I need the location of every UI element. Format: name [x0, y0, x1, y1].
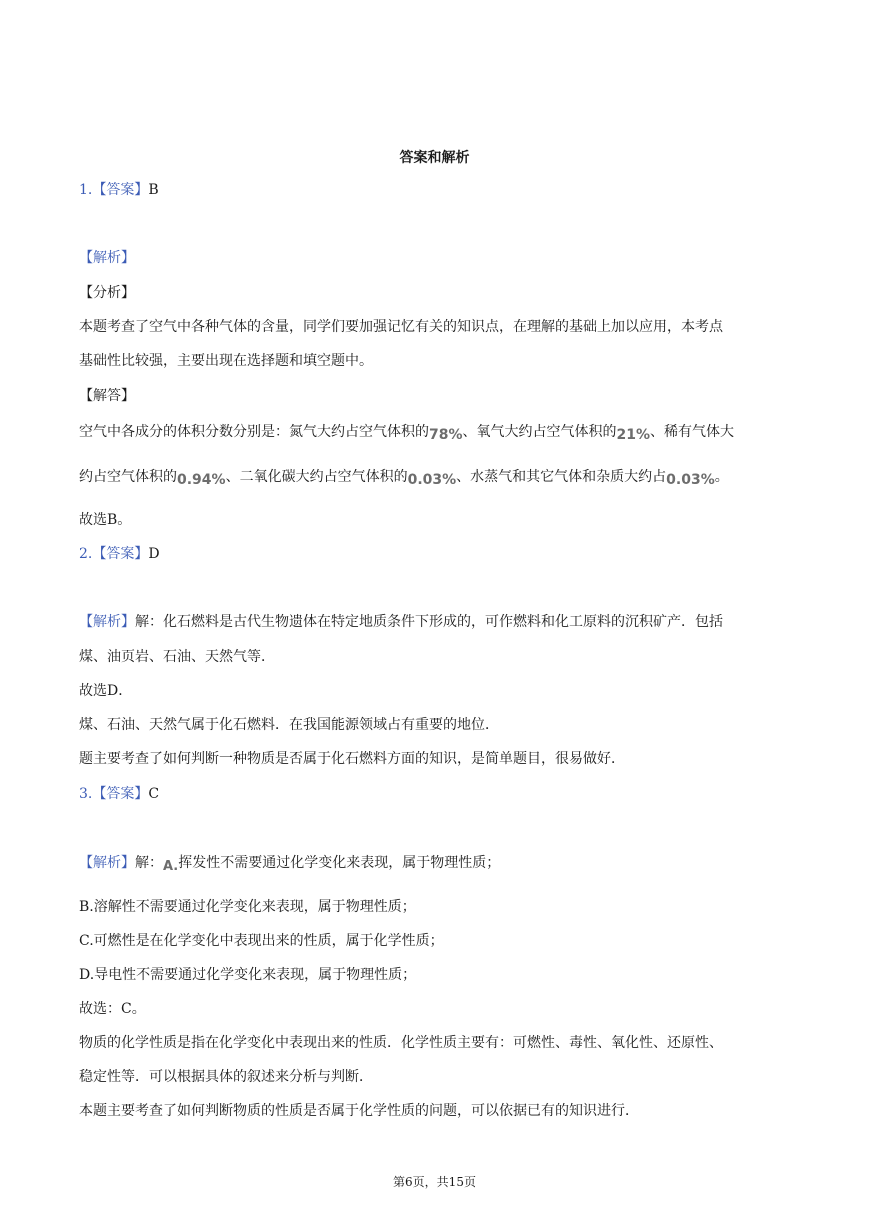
q2-text-5: 题主要考查了如何判断一种物质是否属于化石燃料方面的知识，是简单题目，很易做好． [79, 751, 625, 767]
q3-text-3: C.可燃性是在化学变化中表现出来的性质，属于化学性质； [79, 933, 444, 949]
page-number-footer: 第6页，共15页 [393, 1175, 476, 1189]
q2-analysis-label: 【解析】 [79, 614, 135, 630]
q3-analysis-label: 【解析】 [79, 855, 135, 871]
q1-fenxi-line2: 基础性比较强，主要出现在选择题和填空题中。 [79, 353, 373, 369]
q1-jieda-label: 【解答】 [79, 388, 135, 404]
q1-text-2c: 、水蒸气和其它气体和杂质大约占 [456, 469, 667, 485]
q3-text-8: 本题主要考查了如何判断物质的性质是否属于化学性质的问题，可以依据已有的知识进行． [79, 1103, 639, 1119]
q1-fenxi-label: 【分析】 [79, 285, 135, 301]
q1-jieda-line1 [79, 422, 734, 442]
q1-pct-water: 0.03% [666, 472, 715, 488]
q3-text-4: D.导电性不需要通过化学变化来表现，属于物理性质； [79, 967, 417, 983]
q3-text-6: 物质的化学性质是指在化学变化中表现出来的性质．化学性质主要有：可燃性、毒性、氧化性、还原性、 [79, 1035, 723, 1051]
q3-answer-value: C [148, 786, 160, 802]
q2-text-2: 煤、油页岩、石油、天然气等． [79, 649, 275, 665]
q3-analysis-line1 [79, 853, 500, 874]
q3-text-1b: 挥发性不需要通过化学变化来表现，属于物理性质； [178, 855, 501, 871]
q3-answer-label: 3.【答案】 [79, 786, 149, 802]
q2-text-3: 故选D． [79, 683, 133, 699]
q1-text-2d: 。 [714, 469, 729, 485]
q2-answer [79, 544, 160, 564]
q3-text-5: 故选：C。 [79, 1001, 146, 1017]
q1-answer-value: B [148, 182, 159, 198]
q1-text-2a: 约占空气体积的 [79, 469, 177, 485]
q1-answer [79, 180, 159, 200]
q3-text-2: B.溶解性不需要通过化学变化来表现，属于物理性质； [79, 899, 416, 915]
q3-answer [79, 784, 159, 804]
q3-text-1a: 解： [135, 855, 163, 871]
q3-text-7: 稳定性等．可以根据具体的叙述来分析与判断． [79, 1069, 373, 1085]
q2-text-4: 煤、石油、天然气属于化石燃料．在我国能源领域占有重要的地位． [79, 717, 499, 733]
q3-option-a: A. [163, 859, 179, 874]
q1-pct-nitrogen: 78% [429, 427, 463, 443]
q2-answer-value: D [148, 546, 160, 562]
q1-fenxi-line1: 本题考查了空气中各种气体的含量，同学们要加强记忆有关的知识点，在理解的基础上加以应用，本考点 [79, 319, 723, 335]
q1-conclusion: 故选B。 [79, 512, 132, 528]
q1-jieda-line2 [79, 467, 729, 487]
q1-pct-oxygen: 21% [616, 427, 651, 443]
q2-analysis-line1 [79, 612, 723, 632]
q1-text-1b: 、氧气大约占空气体积的 [462, 424, 617, 440]
q1-analysis-label: 【解析】 [79, 250, 135, 266]
q2-text-1: 解：化石燃料是古代生物遗体在特定地质条件下形成的，可作燃料和化工原料的沉积矿产．包括 [135, 614, 723, 630]
q1-pct-rare-gas: 0.94% [177, 472, 226, 488]
q1-text-1a: 空气中各成分的体积分数分别是：氮气大约占空气体积的 [79, 424, 429, 440]
q2-answer-label: 2.【答案】 [79, 546, 149, 562]
q1-pct-co2: 0.03% [407, 472, 457, 488]
q1-text-2b: 、二氧化碳大约占空气体积的 [225, 469, 408, 485]
q1-text-1c: 、稀有气体大 [650, 424, 735, 440]
page-title: 答案和解析 [399, 150, 470, 166]
q1-answer-label: 1.【答案】 [79, 182, 149, 198]
